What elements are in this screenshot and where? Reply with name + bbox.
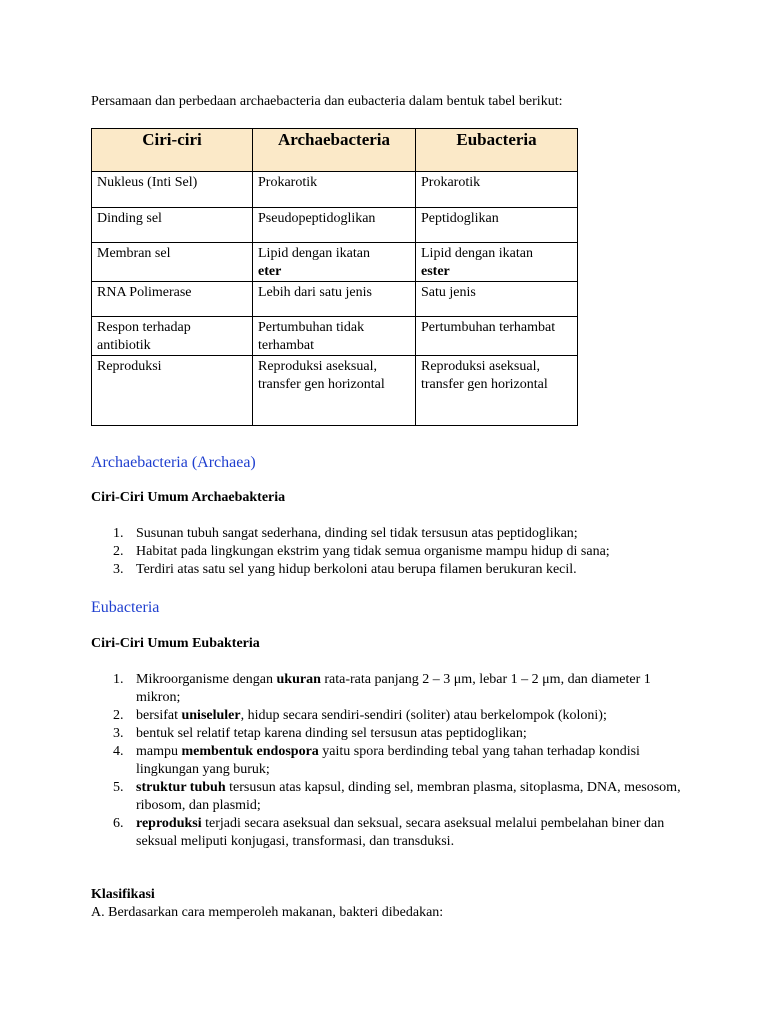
eubacteria-subheading: Ciri-Ciri Umum Eubakteria: [91, 636, 260, 651]
list-item: 1. Susunan tubuh sangat sederhana, dinding sel tidak tersusun atas peptidoglikan;: [113, 526, 578, 541]
comparison-table: [91, 128, 578, 426]
table-header-row: [92, 129, 578, 172]
archaea-heading: Archaebacteria (Archaea): [91, 454, 256, 471]
table-cell: Reproduksi: [92, 356, 253, 426]
table-cell: Lebih dari satu jenis: [253, 282, 416, 317]
archaea-list: [91, 525, 691, 579]
klasifikasi-heading: Klasifikasi: [91, 887, 155, 902]
table-cell: Prokarotik: [253, 172, 416, 208]
table-cell: [253, 243, 416, 282]
klasifikasi-text: A. Berdasarkan cara memperoleh makanan, bakteri dibedakan:: [91, 905, 444, 920]
table-row: [92, 243, 578, 282]
table-header-cell: Eubacteria: [416, 129, 578, 172]
cell-text: Lipid dengan ikatan: [258, 246, 370, 261]
table-cell: RNA Polimerase: [92, 282, 253, 317]
table-row: [92, 317, 578, 356]
table-cell: Nukleus (Inti Sel): [92, 172, 253, 208]
table-row: [92, 282, 578, 317]
table-cell: Pertumbuhan tidak terhambat: [253, 317, 416, 356]
table-cell: Satu jenis: [416, 282, 578, 317]
table-cell: Respon terhadap antibiotik: [92, 317, 253, 356]
list-item: 4. mampu membentuk endospora yaitu spora berdinding tebal yang tahan terhadap kondisi lingkungan yang buruk;: [113, 744, 640, 777]
table-cell: Membran sel: [92, 243, 253, 282]
table-row: [92, 356, 578, 426]
eubacteria-list: [91, 671, 691, 851]
table-header-cell: Archaebacteria: [253, 129, 416, 172]
table-row: [92, 172, 578, 208]
list-item: 1. Mikroorganisme dengan ukuran rata-rata panjang 2 – 3 μm, lebar 1 – 2 μm, dan diameter 1 mikron;: [113, 672, 651, 705]
table-cell: Reproduksi aseksual, transfer gen horizontal: [253, 356, 416, 426]
table-cell: [416, 243, 578, 282]
cell-bold-text: ester: [421, 264, 450, 279]
table-row: [92, 208, 578, 243]
list-item: 2. Habitat pada lingkungan ekstrim yang tidak semua organisme mampu hidup di sana;: [113, 544, 610, 559]
table-header-cell: Ciri-ciri: [92, 129, 253, 172]
eubacteria-heading: Eubacteria: [91, 599, 160, 616]
cell-text: Lipid dengan ikatan: [421, 246, 533, 261]
table-cell: Pseudopeptidoglikan: [253, 208, 416, 243]
list-item: 5. struktur tubuh tersusun atas kapsul, dinding sel, membran plasma, sitoplasma, DNA, mesosom, ribosom, dan plasmid;: [113, 780, 681, 813]
intro-text: Persamaan dan perbedaan archaebacteria dan eubacteria dalam bentuk tabel berikut:: [91, 94, 563, 109]
table-cell: Prokarotik: [416, 172, 578, 208]
list-item: 6. reproduksi terjadi secara aseksual dan seksual, secara aseksual melalui pembelahan biner dan seksual meliputi konjugasi, transformasi, dan transduksi.: [113, 816, 665, 849]
list-item: 2. bersifat uniseluler, hidup secara sendiri-sendiri (soliter) atau berkelompok (koloni);: [113, 708, 607, 723]
list-item: 3. bentuk sel relatif tetap karena dinding sel tersusun atas peptidoglikan;: [113, 726, 527, 741]
table-cell: Dinding sel: [92, 208, 253, 243]
cell-bold-text: eter: [258, 264, 282, 279]
table-cell: Reproduksi aseksual, transfer gen horizontal: [416, 356, 578, 426]
table-cell: Peptidoglikan: [416, 208, 578, 243]
list-item: 3. Terdiri atas satu sel yang hidup berkoloni atau berupa filamen berukuran kecil.: [113, 562, 577, 577]
archaea-subheading: Ciri-Ciri Umum Archaebakteria: [91, 490, 286, 505]
table-cell: Pertumbuhan terhambat: [416, 317, 578, 356]
